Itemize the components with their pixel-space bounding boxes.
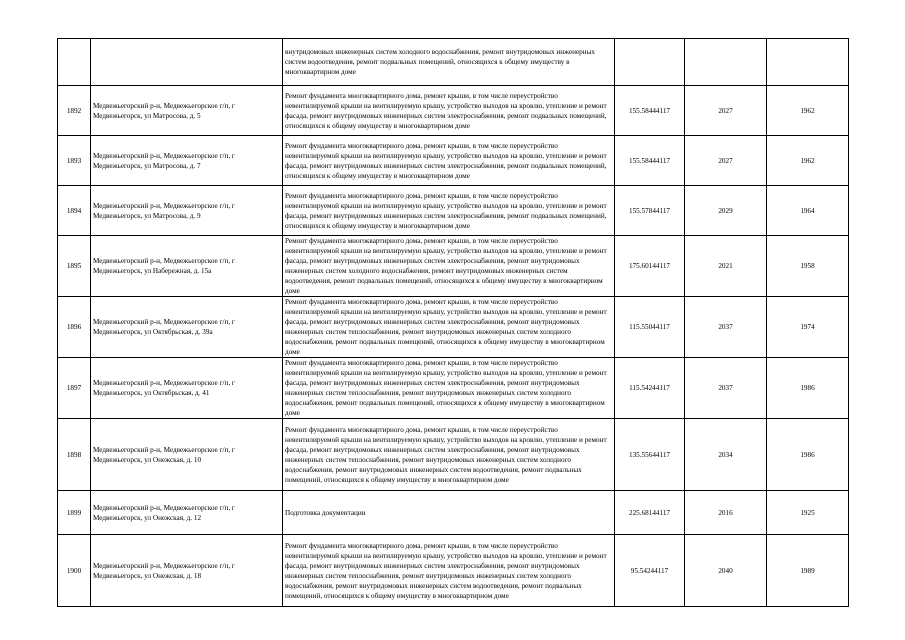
works-cell: Ремонт фундамента многоквартирного дома, ремонт крыши, в том числе переустройство невентилируемой крыши на вентилируемую крышу, устройство выходов на кровлю, утепление и ремонт фасада, ремонт внутридомовых инженерных систем электроснабжения, ремонт подвальных помещений, относящихся к общему имуществу в многоквартирном доме — [283, 136, 615, 186]
address-cell: Медвежьегорский р-н, Медвежьегорское г/п, г Медвежьегорск, ул Онежская, д. 18 — [91, 535, 283, 607]
works-cell: Ремонт фундамента многоквартирного дома, ремонт крыши, в том числе переустройство невентилируемой крыши на вентилируемую крышу, устройство выходов на кровлю, утепление и ремонт фасада, ремонт внутридомовых инженерных систем электроснабжения, ремонт подвальных помещений, относящихся к общему имуществу в многоквартирном доме — [283, 86, 615, 136]
value-cell: 155.57844117 — [615, 186, 685, 236]
planned-year-cell: 2016 — [685, 491, 767, 535]
value-cell — [615, 39, 685, 86]
works-cell: Подготовка документации — [283, 491, 615, 535]
value-cell: 95.54244117 — [615, 535, 685, 607]
row-number: 1897 — [58, 358, 91, 419]
planned-year-cell: 2029 — [685, 186, 767, 236]
works-cell: Ремонт фундамента многоквартирного дома, ремонт крыши, в том числе переустройство невентилируемой крыши на вентилируемую крышу, устройство выходов на кровлю, утепление и ремонт фасада, ремонт внутридомовых инженерных систем электроснабжения, ремонт внутридомовых инженерных систем теплоснабжения, ремонт внутридомовых инженерных систем холодного водоснабжения, ремонт подвальных помещений, относящихся к общему имуществу в многоквартирном доме — [283, 297, 615, 358]
built-year-cell: 1974 — [767, 297, 849, 358]
value-cell: 115.55044117 — [615, 297, 685, 358]
table-row — [58, 491, 849, 535]
table-row — [58, 186, 849, 236]
planned-year-cell — [685, 39, 767, 86]
row-number: 1896 — [58, 297, 91, 358]
address-cell: Медвежьегорский р-н, Медвежьегорское г/п, г Медвежьегорск, ул Октябрьская, д. 39а — [91, 297, 283, 358]
row-number: 1894 — [58, 186, 91, 236]
value-cell: 175.60144117 — [615, 236, 685, 297]
table-row — [58, 297, 849, 358]
value-cell: 135.55644117 — [615, 419, 685, 491]
address-cell: Медвежьегорский р-н, Медвежьегорское г/п, г Медвежьегорск, ул Матросова, д. 5 — [91, 86, 283, 136]
table-row — [58, 86, 849, 136]
address-cell: Медвежьегорский р-н, Медвежьегорское г/п, г Медвежьегорск, ул Онежская, д. 12 — [91, 491, 283, 535]
address-cell: Медвежьегорский р-н, Медвежьегорское г/п, г Медвежьегорск, ул Октябрьская, д. 41 — [91, 358, 283, 419]
works-cell: внутридомовых инженерных систем холодного водоснабжения, ремонт внутридомовых инженерных систем водоотведения, ремонт подвальных помещений, относящихся к общему имуществу в многоквартирном доме — [283, 39, 615, 86]
built-year-cell: 1986 — [767, 358, 849, 419]
row-number: 1892 — [58, 86, 91, 136]
row-number: 1895 — [58, 236, 91, 297]
works-cell: Ремонт фундамента многоквартирного дома, ремонт крыши, в том числе переустройство невентилируемой крыши на вентилируемую крышу, устройство выходов на кровлю, утепление и ремонт фасада, ремонт внутридомовых инженерных систем электроснабжения, ремонт внутридомовых инженерных систем теплоснабжения, ремонт внутридомовых инженерных систем холодного водоснабжения, ремонт внутридомовых инженерных систем водоотведения, ремонт подвальных помещений, относящихся к общему имуществу в многоквартирном доме — [283, 535, 615, 607]
repair-schedule-table — [57, 38, 849, 607]
built-year-cell: 1964 — [767, 186, 849, 236]
row-number: 1899 — [58, 491, 91, 535]
works-cell: Ремонт фундамента многоквартирного дома, ремонт крыши, в том числе переустройство невентилируемой крыши на вентилируемую крышу, устройство выходов на кровлю, утепление и ремонт фасада, ремонт внутридомовых инженерных систем электроснабжения, ремонт подвальных помещений, относящихся к общему имуществу в многоквартирном доме — [283, 186, 615, 236]
address-cell: Медвежьегорский р-н, Медвежьегорское г/п, г Медвежьегорск, ул Онежская, д. 10 — [91, 419, 283, 491]
table-row — [58, 39, 849, 86]
works-cell: Ремонт фундамента многоквартирного дома, ремонт крыши, в том числе переустройство невентилируемой крыши на вентилируемую крышу, устройство выходов на кровлю, утепление и ремонт фасада, ремонт внутридомовых инженерных систем электроснабжения, ремонт внутридомовых инженерных систем теплоснабжения, ремонт внутридомовых инженерных систем холодного водоснабжения, ремонт внутридомовых инженерных систем водоотведения, ремонт подвальных помещений, относящихся к общему имуществу в многоквартирном доме — [283, 419, 615, 491]
table-row — [58, 419, 849, 491]
planned-year-cell: 2027 — [685, 86, 767, 136]
planned-year-cell: 2021 — [685, 236, 767, 297]
row-number: 1900 — [58, 535, 91, 607]
row-number: 1898 — [58, 419, 91, 491]
table-row — [58, 358, 849, 419]
table-row — [58, 136, 849, 186]
planned-year-cell: 2034 — [685, 419, 767, 491]
row-number: 1893 — [58, 136, 91, 186]
built-year-cell: 1962 — [767, 86, 849, 136]
planned-year-cell: 2037 — [685, 358, 767, 419]
planned-year-cell: 2040 — [685, 535, 767, 607]
address-cell — [91, 39, 283, 86]
planned-year-cell: 2037 — [685, 297, 767, 358]
value-cell: 155.58444117 — [615, 136, 685, 186]
value-cell: 225.68144117 — [615, 491, 685, 535]
row-number — [58, 39, 91, 86]
built-year-cell: 1962 — [767, 136, 849, 186]
table-row — [58, 236, 849, 297]
works-cell: Ремонт фундамента многоквартирного дома, ремонт крыши, в том числе переустройство невентилируемой крыши на вентилируемую крышу, устройство выходов на кровлю, утепление и ремонт фасада, ремонт внутридомовых инженерных систем электроснабжения, ремонт внутридомовых инженерных систем теплоснабжения, ремонт внутридомовых инженерных систем холодного водоснабжения, ремонт подвальных помещений, относящихся к общему имуществу в многоквартирном доме — [283, 358, 615, 419]
built-year-cell: 1958 — [767, 236, 849, 297]
value-cell: 115.54244117 — [615, 358, 685, 419]
value-cell: 155.58444117 — [615, 86, 685, 136]
planned-year-cell: 2027 — [685, 136, 767, 186]
address-cell: Медвежьегорский р-н, Медвежьегорское г/п, г Медвежьегорск, ул Матросова, д. 9 — [91, 186, 283, 236]
table-row — [58, 535, 849, 607]
address-cell: Медвежьегорский р-н, Медвежьегорское г/п, г Медвежьегорск, ул Набережная, д. 15а — [91, 236, 283, 297]
works-cell: Ремонт фундамента многоквартирного дома, ремонт крыши, в том числе переустройство невентилируемой крыши на вентилируемую крышу, устройство выходов на кровлю, утепление и ремонт фасада, ремонт внутридомовых инженерных систем электроснабжения, ремонт внутридомовых инженерных систем холодного водоснабжения, ремонт внутридомовых инженерных систем водоотведения, ремонт подвальных помещений, относящихся к общему имуществу в многоквартирном доме — [283, 236, 615, 297]
built-year-cell — [767, 39, 849, 86]
address-cell: Медвежьегорский р-н, Медвежьегорское г/п, г Медвежьегорск, ул Матросова, д. 7 — [91, 136, 283, 186]
built-year-cell: 1989 — [767, 535, 849, 607]
built-year-cell: 1986 — [767, 419, 849, 491]
built-year-cell: 1925 — [767, 491, 849, 535]
